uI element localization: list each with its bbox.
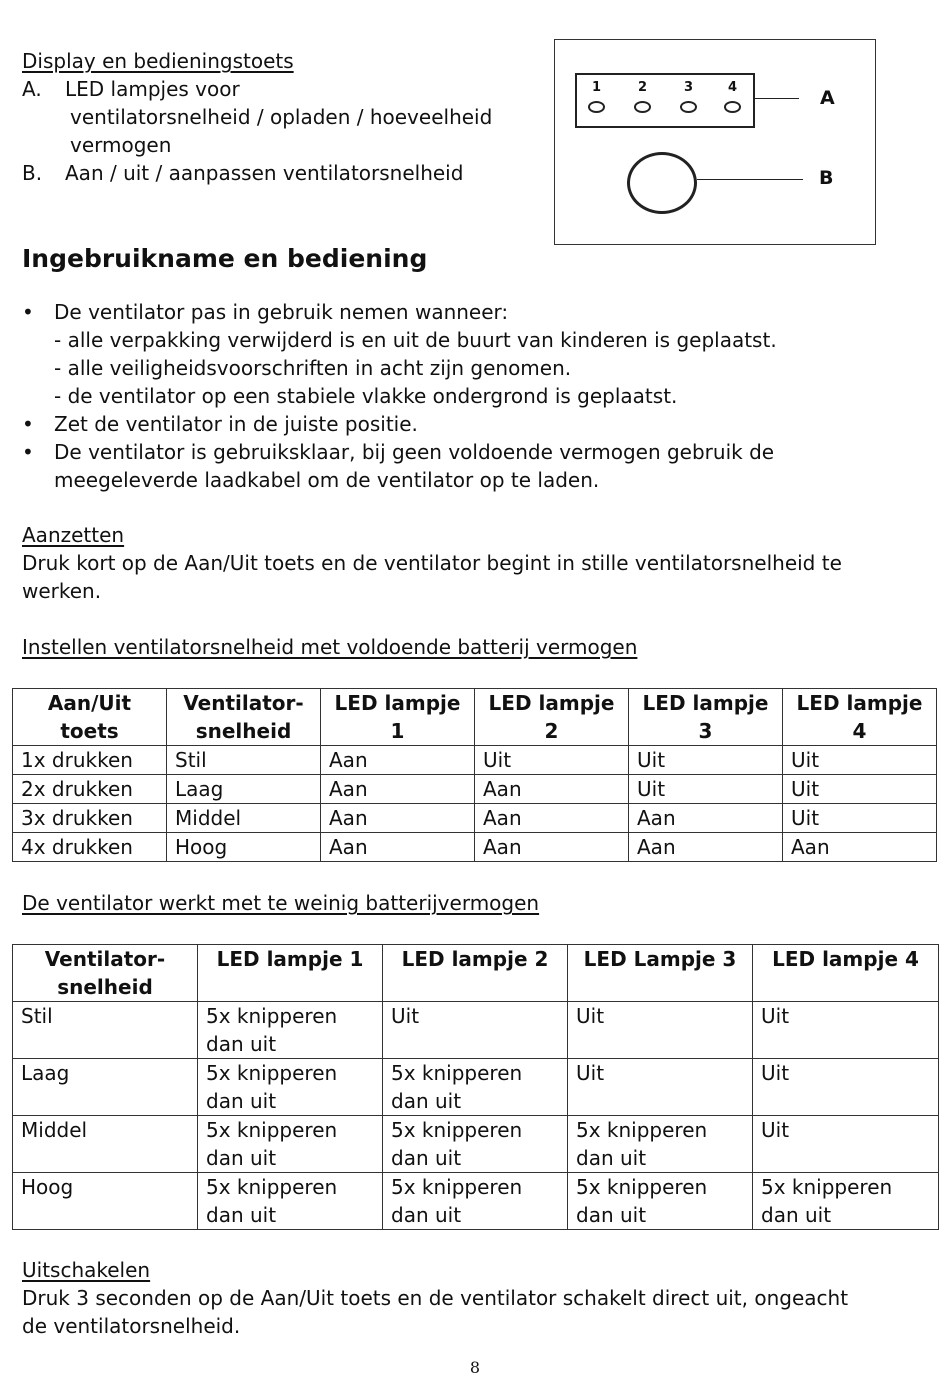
table-row xyxy=(13,1059,939,1116)
item-a-line2: ventilatorsnelheid / opladen / hoeveelheid xyxy=(70,105,493,129)
table-cell: Aan xyxy=(629,833,783,862)
low-battery-table xyxy=(12,944,939,1230)
led-panel xyxy=(575,73,755,128)
table-cell: Aan xyxy=(783,833,937,862)
table-cell: 5x knipperen dan uit xyxy=(568,1173,753,1230)
led-4-icon xyxy=(724,101,741,113)
power-button-icon xyxy=(627,152,697,214)
uitschakelen-heading: Uitschakelen xyxy=(22,1258,151,1282)
table-row xyxy=(13,804,937,833)
table-cell: Aan xyxy=(321,775,475,804)
table-cell: Uit xyxy=(475,746,629,775)
led-1-icon xyxy=(588,101,605,113)
bullet-1-line3: - alle veiligheidsvoorschriften in acht zijn genomen. xyxy=(54,356,572,380)
aanzetten-line1: Druk kort op de Aan/Uit toets en de ventilator begint in stille ventilatorsnelheid te xyxy=(22,551,842,575)
bullet-2-text: Zet de ventilator in de juiste positie. xyxy=(54,412,418,436)
led-label-4: 4 xyxy=(728,80,738,95)
section-title: Ingebruikname en bediening xyxy=(22,244,428,273)
table-header-row xyxy=(13,945,939,1002)
item-b-text: Aan / uit / aanpassen ventilatorsnelheid xyxy=(65,161,464,185)
table-cell: 5x knipperen dan uit xyxy=(198,1173,383,1230)
header-led-3: LED lampje 3 xyxy=(629,689,783,746)
table-row xyxy=(13,746,937,775)
table-cell: 1x drukken xyxy=(13,746,167,775)
bullet-2-icon: • xyxy=(22,412,34,436)
led-label-3: 3 xyxy=(684,80,694,95)
header-ventilatorsnelheid: Ventilator- snelheid xyxy=(13,945,198,1002)
table-row xyxy=(13,833,937,862)
bullet-3-line2: meegeleverde laadkabel om de ventilator op te laden. xyxy=(54,468,600,492)
header-led-4: LED lampje 4 xyxy=(783,689,937,746)
aanzetten-line2: werken. xyxy=(22,579,102,603)
callout-line-b xyxy=(697,179,803,180)
callout-b-label: B xyxy=(819,167,834,189)
header-led-2: LED lampje 2 xyxy=(475,689,629,746)
bullet-3-icon: • xyxy=(22,440,34,464)
display-diagram xyxy=(554,39,876,245)
table-cell: Aan xyxy=(321,804,475,833)
table-cell: 5x knipperen dan uit xyxy=(753,1173,939,1230)
uitschakelen-line1: Druk 3 seconden op de Aan/Uit toets en de ventilator schakelt direct uit, ongeacht xyxy=(22,1286,849,1310)
led-2-icon xyxy=(634,101,651,113)
table-cell: 5x knipperen dan uit xyxy=(198,1116,383,1173)
page-number: 8 xyxy=(469,1358,481,1377)
table-cell: 5x knipperen dan uit xyxy=(568,1116,753,1173)
table-cell: Hoog xyxy=(13,1173,198,1230)
bullet-1-icon: • xyxy=(22,300,34,324)
item-b-prefix: B. xyxy=(22,161,43,185)
header-led-3: LED Lampje 3 xyxy=(568,945,753,1002)
table-cell: Uit xyxy=(568,1059,753,1116)
table-cell: Uit xyxy=(629,775,783,804)
table-cell: Aan xyxy=(629,804,783,833)
speed-table xyxy=(12,688,937,862)
led-label-1: 1 xyxy=(592,80,602,95)
table-cell: 5x knipperen dan uit xyxy=(383,1059,568,1116)
header-led-1: LED lampje 1 xyxy=(198,945,383,1002)
aanzetten-heading: Aanzetten xyxy=(22,523,125,547)
table-cell: Uit xyxy=(629,746,783,775)
table-cell: 5x knipperen dan uit xyxy=(383,1173,568,1230)
table-row xyxy=(13,1116,939,1173)
table1-heading: Instellen ventilatorsnelheid met voldoende batterij vermogen xyxy=(22,635,638,659)
header-led-2: LED lampje 2 xyxy=(383,945,568,1002)
table-row xyxy=(13,1173,939,1230)
table-row xyxy=(13,1002,939,1059)
table-cell: 5x knipperen dan uit xyxy=(198,1002,383,1059)
table-cell: Uit xyxy=(383,1002,568,1059)
table-row xyxy=(13,775,937,804)
callout-a-label: A xyxy=(820,87,835,109)
uitschakelen-line2: de ventilatorsnelheid. xyxy=(22,1314,241,1338)
table-cell: Aan xyxy=(475,775,629,804)
item-a-line3: vermogen xyxy=(70,133,172,157)
table-cell: Hoog xyxy=(167,833,321,862)
table-cell: Uit xyxy=(783,804,937,833)
table-cell: Uit xyxy=(753,1002,939,1059)
table-cell: 5x knipperen dan uit xyxy=(198,1059,383,1116)
display-heading: Display en bedieningstoets xyxy=(22,49,294,73)
bullet-1-line4: - de ventilator op een stabiele vlakke ondergrond is geplaatst. xyxy=(54,384,678,408)
table2-heading: De ventilator werkt met te weinig batterijvermogen xyxy=(22,891,540,915)
table-cell: Middel xyxy=(13,1116,198,1173)
table-cell: Aan xyxy=(475,804,629,833)
table-cell: Laag xyxy=(13,1059,198,1116)
table-cell: Stil xyxy=(13,1002,198,1059)
table-cell: Uit xyxy=(753,1059,939,1116)
table-header-row xyxy=(13,689,937,746)
table-cell: Aan xyxy=(321,833,475,862)
header-ventilatorsnelheid: Ventilator- snelheid xyxy=(167,689,321,746)
table-cell: Middel xyxy=(167,804,321,833)
item-a-prefix: A. xyxy=(22,77,42,101)
led-3-icon xyxy=(680,101,697,113)
table-cell: Aan xyxy=(475,833,629,862)
table-cell: 4x drukken xyxy=(13,833,167,862)
table-cell: Aan xyxy=(321,746,475,775)
table-cell: Stil xyxy=(167,746,321,775)
bullet-1-line1: De ventilator pas in gebruik nemen wanneer: xyxy=(54,300,509,324)
table-cell: 3x drukken xyxy=(13,804,167,833)
led-label-2: 2 xyxy=(638,80,648,95)
table-cell: Uit xyxy=(783,775,937,804)
table-cell: Uit xyxy=(753,1116,939,1173)
table-cell: Uit xyxy=(568,1002,753,1059)
table-cell: 2x drukken xyxy=(13,775,167,804)
table-cell: Uit xyxy=(783,746,937,775)
table-cell: Laag xyxy=(167,775,321,804)
table-cell: 5x knipperen dan uit xyxy=(383,1116,568,1173)
header-led-4: LED lampje 4 xyxy=(753,945,939,1002)
bullet-1-line2: - alle verpakking verwijderd is en uit de buurt van kinderen is geplaatst. xyxy=(54,328,777,352)
header-led-1: LED lampje 1 xyxy=(321,689,475,746)
item-a-line1: LED lampjes voor xyxy=(65,77,240,101)
bullet-3-line1: De ventilator is gebruiksklaar, bij geen voldoende vermogen gebruik de xyxy=(54,440,775,464)
callout-line-a xyxy=(755,98,799,99)
header-aan-uit: Aan/Uit toets xyxy=(13,689,167,746)
